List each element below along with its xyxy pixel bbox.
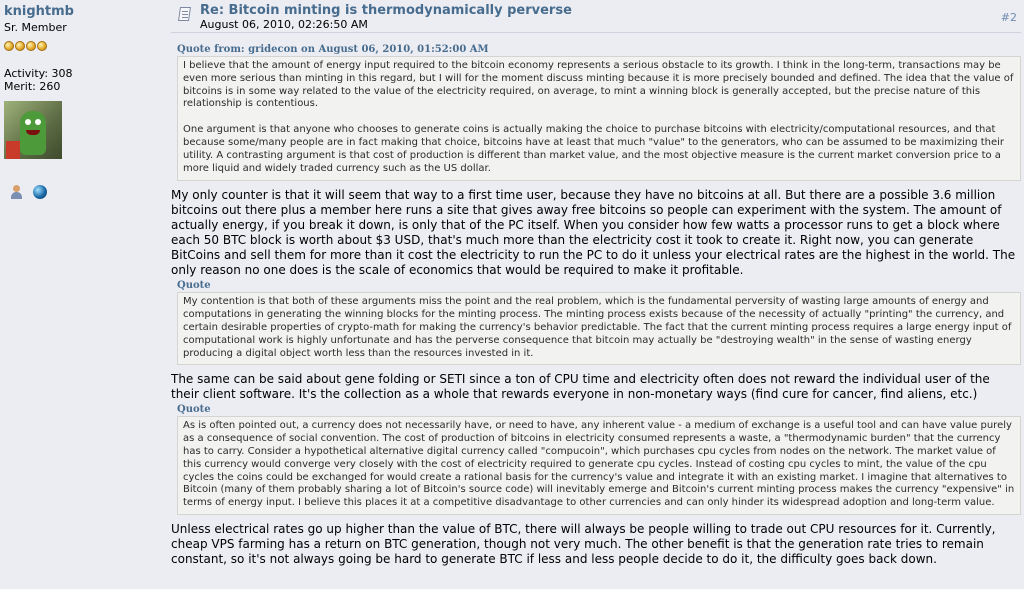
rank-stars (4, 36, 164, 47)
quote-paragraph: As is often pointed out, a currency does not necessarily have, or need to have, any inherent value - a medium of exchange is a useful tool and can have value purely as a consequence of social convention. The cost of production of bitcoins in electricity consumed represents a waste, a "thermodynamic burden" that the currency has to carry. Consider a hypothetical alternative digital currency called "compucoin", which purchases cpu cycles from nodes on the network. The market value of this currency would converge very closely with the cost of electricity required to generate cpu cycles. Instead of costing cpu cycles to mint, the value of the cpu cycles the coins could be exchanged for would create a rational basis for the currency's value and integrate it with an existing market. I imagine that alternatives to Bitcoin (many of them probably sharing a lot of Bitcoin's source code) will inevitably emerge and Bitcoin's current minting process makes the currency "expensive" in terms of energy input. I believe this places it at a competitive disadvantage to other currencies and can only hinder its widespread adoption and long-term value. (183, 420, 1015, 509)
quote-header-link[interactable]: Quote from: gridecon on August 06, 2010, 01:52:00 AM (177, 44, 489, 55)
post-date: August 06, 2010, 02:26:50 AM (200, 18, 368, 31)
poster-stats (4, 67, 164, 93)
quote-block (177, 292, 1021, 365)
post-header (171, 0, 1021, 33)
poster-icons (4, 181, 164, 197)
website-globe-icon[interactable] (33, 185, 47, 199)
quote-header-link[interactable]: Quote (177, 404, 211, 416)
star-icon (26, 41, 36, 51)
quote-paragraph: I believe that the amount of energy input required to the bitcoin economy represents a serious obstacle to its growth. I think in the long-term, transactions may be even more serious than minting in this regard, but I will for the moment discuss minting because it is more precisely bounded and defined. The idea that the value of bitcoins is in some way related to the value of the electricity required, on average, to mint a winning block is generally accepted, but the precise nature of this relationship is contentious. (183, 60, 1014, 110)
post-body-paragraph: Unless electrical rates go up higher than the value of BTC, there will always be people willing to trade out CPU resources for it. Currently, cheap VPS farming has a return on BTC generation, though not very much. The other benefit is that the generation rate tries to remain constant, so it's not always going be hard to generate BTC if less and less people decide to do it, the difficulty goes back down. (171, 521, 996, 566)
poster-merit: Merit: 260 (4, 80, 61, 93)
poster-username[interactable]: knightmb (4, 4, 74, 19)
profile-icon[interactable] (10, 185, 24, 199)
quote-paragraph: One argument is that anyone who chooses to generate coins is actually making the choice to purchase bitcoins with electricity/computational resources, and that because some/many people are in fact making that choice, bitcoins have at least that much "value" to the generators, who can be assumed to be maximizing their utility. A contrasting argument is that cost of production is different than market value, and the most objective measure is the current market conversion price to a more liquid and widely traded currency such as the US dollar. (183, 124, 1005, 174)
quote-block (177, 56, 1021, 181)
post-document-icon (177, 7, 193, 21)
post-body-paragraph: The same can be said about gene folding or SETI since a ton of CPU time and electricity often does not reward the individual user of the their client software. It's the collection as a whole that rewards everyone in non-monetary ways (find cure for cancer, find aliens, etc.) (171, 372, 990, 402)
poster-info (4, 4, 164, 197)
quote-header-link[interactable]: Quote (177, 280, 211, 292)
star-icon (37, 41, 47, 51)
avatar (4, 101, 62, 159)
star-icon (4, 41, 14, 51)
post-body-paragraph: My only counter is that it will seem that way to a first time user, because they have no bitcoins at all. But there are a possible 3.6 million bitcoins out there plus a member here runs a site that gives away free bitcoins so people can experiment with the system. The amount of actually energy, if you break it down, is only that of the PC itself. When you consider how few watts a processor runs to get a block where each 50 BTC block is worth about $3 USD, that's much more than the electricity cost it took to create it. Right now, you can generate BitCoins and sell them for more than it cost the electricity to run the PC to do it unless your electrical rates are the highest in the world. The only reason no one does is the scale of economics that would be required to make it profitable. (171, 188, 1016, 278)
quote-block (177, 416, 1021, 515)
star-icon (15, 41, 25, 51)
post-subject-link[interactable]: Re: Bitcoin minting is thermodynamically perverse (200, 3, 572, 18)
poster-rank: Sr. Member (4, 21, 67, 34)
post-number-link[interactable]: #2 (1000, 11, 1017, 24)
post-content (171, 0, 1021, 567)
quote-paragraph: My contention is that both of these arguments miss the point and the real problem, which is the fundamental perversity of wasting large amounts of energy and computations in generating the winning blocks for the minting process. The minting process exists because of the necessity of actually "printing" the currency, and certain desirable properties of crypto-math for making the currency's behavior predictable. The fact that the current minting process requires a large energy input of computational work is highly unfortunate and has the perverse consequence that bitcoin may actually be "destroying wealth" in the sense of wasting energy producing a digital object worth less than the resources invested in it. (183, 296, 1012, 359)
poster-activity: Activity: 308 (4, 67, 73, 80)
